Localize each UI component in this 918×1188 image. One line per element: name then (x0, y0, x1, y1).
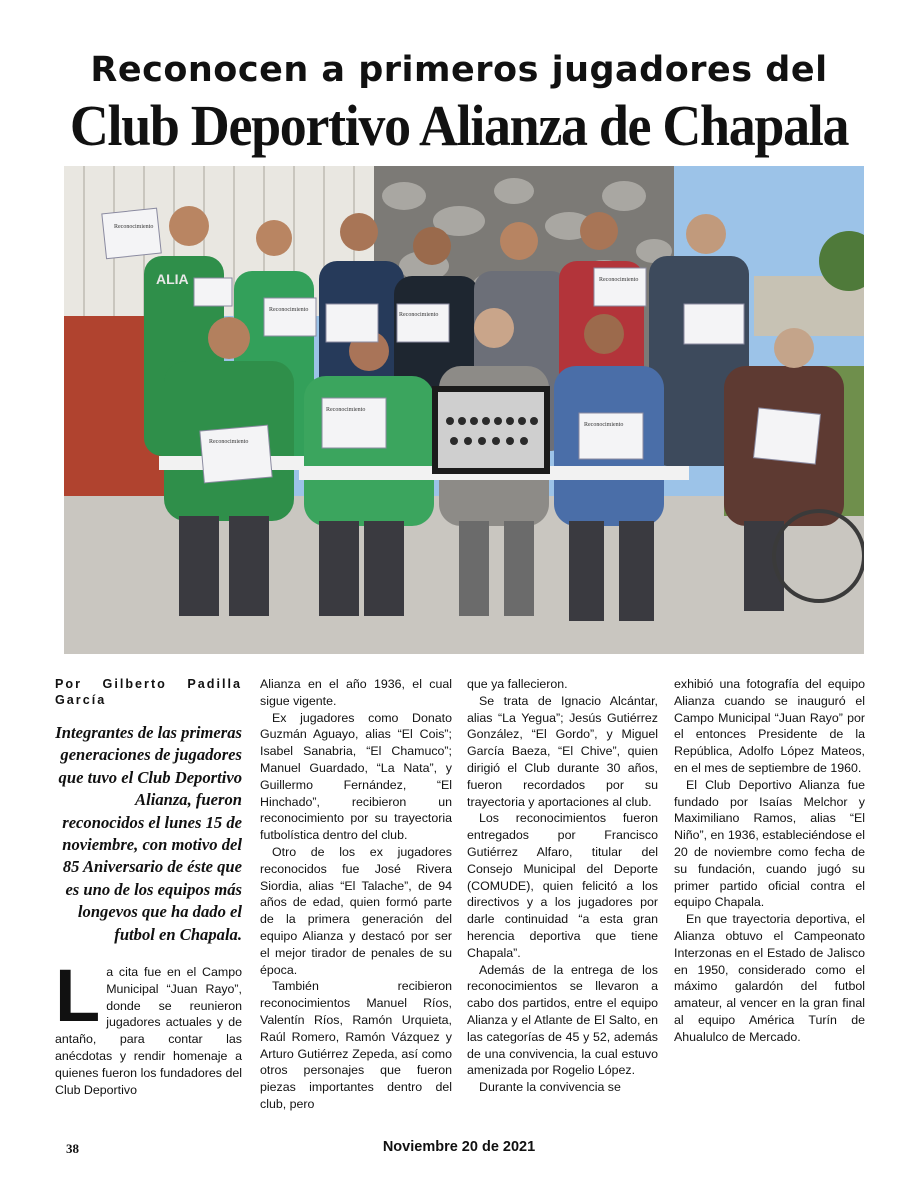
certificate-title: Reconocimiento (399, 312, 439, 318)
headline-line-1: Reconocen a primeros jugadores del (90, 50, 828, 90)
body-paragraph: Alianza en el año 1936, el cual sigue vigente. (260, 677, 452, 708)
article-column-2 (260, 676, 452, 1113)
body-paragraph: Además de la entrega de los reconocimientos se llevaron a cabo dos partidos, entre el equipo Alianza y el Atlante de El Salto, en las categorías de 45 y 52, además de una convivencia, la cual estuvo amenizada por Rogelio López. (467, 962, 658, 1078)
body-paragraph: En que trayectoria deportiva, el Alianza obtuvo el Campeonato Interzonas en el Estado de Jalisco en 1950, considerado como el máximo galardón del futbol amateur, al vencer en la gran final al equipo América Turín de Ahualulco de Mercado. (674, 912, 865, 1044)
article-column-4 (674, 676, 865, 1046)
body-paragraph: a cita fue en el Campo Municipal “Juan Rayo”, donde se reunieron jugadores actuales y de antaño, para contar las anécdotas y rendir homenaje a quienes fueron los fundadores del Club Deportivo (55, 965, 242, 1097)
issue-date: Noviembre 20 de 2021 (382, 1139, 536, 1155)
body-paragraph: Durante la convivencia se (479, 1080, 621, 1095)
body-paragraph: Se trata de Ignacio Alcántar, alias “La Yegua”; Jesús Gutiérrez González, “El Gordo”, y Miguel García Baeza, “El Chive”, quien dirigió el Club durante 30 años, fueron recordados por su trayectoria y aportaciones al club. (467, 693, 658, 809)
body-paragraph: exhibió una fotografía del equipo Alianza cuando se inauguró el Campo Municipal “Juan Rayo” por el entonces Presidente de la República, Adolfo López Mateos, en el mes de septiembre de 1960. (674, 677, 865, 775)
certificate-title: Reconocimiento (584, 422, 624, 428)
body-paragraph: El Club Deportivo Alianza fue fundado por Isaías Melchor y Maximiliano Ramos, alias “El Niño”, en 1936, estableciéndose el 20 de noviembre como fecha de su fundación, cuando jugó su primer partido oficial contra el equipo Chapala. (674, 777, 865, 910)
certificate-title: Reconocimiento (114, 224, 154, 230)
byline: Por Gilberto Padilla García (55, 677, 242, 707)
drop-cap: L (55, 954, 101, 1038)
article-column-1 (55, 676, 242, 1098)
certificate-title: Reconocimiento (599, 277, 639, 283)
article-column-3 (467, 676, 658, 1096)
jersey-lettering: ALIA (156, 271, 189, 287)
group-photo (64, 166, 864, 654)
headline-line-2: Club Deportivo Alianza de Chapala (69, 93, 849, 158)
page-number: 38 (66, 1141, 79, 1156)
body-paragraph: También recibieron reconocimientos Manuel Ríos, Valentín Ríos, Ramón Urquieta, Raúl Romero, Ramón Vázquez y Arturo Gutiérrez Zepeda, así como otros personajes que fueron piezas importantes dentro del club, pero (260, 979, 452, 1111)
certificate-title: Reconocimiento (269, 307, 309, 313)
lead-paragraph: Integrantes de las primeras generaciones de jugadores que tuvo el Club Deportivo Alianza, fueron reconocidos el lunes 15 de noviembre, con motivo del 85 Aniversario de éste que es uno de los equipos más longevos que ha dado el futbol en Chapala. (55, 723, 242, 944)
body-paragraph: Otro de los ex jugadores reconocidos fue José Rivera Siordia, alias “El Talache”, de 94 años de edad, quien formó parte de la primera generación del equipo Alianza y destacó por ser el mejor tirador de penales de su época. (260, 844, 452, 977)
body-paragraph: Ex jugadores como Donato Guzmán Aguayo, alias “El Cois”; Isabel Sanabria, “El Chamuco”; Manuel Guardado, “La Nata”, y Guillermo Fernández, “El Hinchado”, recibieron un reconocimiento por su trayectoria futbolística dentro del club. (260, 710, 452, 843)
certificate-title: Reconocimiento (326, 407, 366, 413)
body-paragraph: Los reconocimientos fueron entregados por Francisco Gutiérrez Alfaro, titular del Consejo Municipal del Deporte (COMUDE), quien felicitó a los directivos y a los jugadores por darle continuidad “a esta gran herencia deportiva que tiene Chapala”. (467, 811, 658, 960)
body-paragraph: que ya fallecieron. (467, 677, 568, 691)
certificate-title: Reconocimiento (209, 439, 249, 445)
